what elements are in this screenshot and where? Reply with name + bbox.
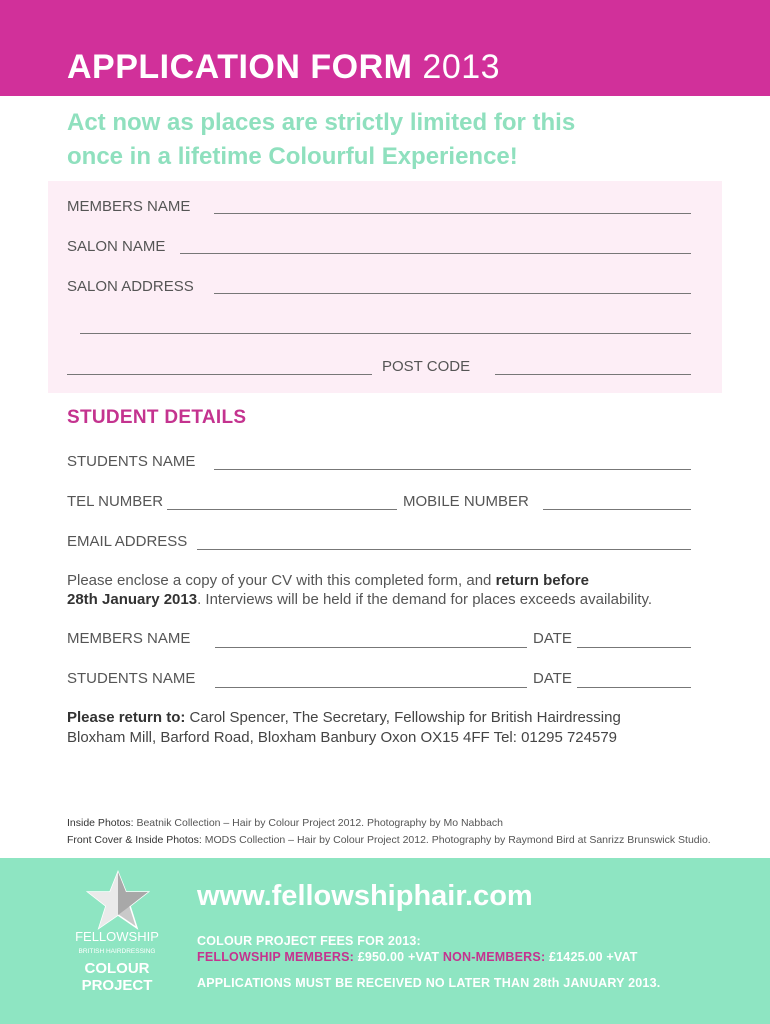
post-code-field[interactable]: [495, 374, 691, 375]
logo-project: PROJECT: [81, 977, 153, 994]
signature-members-name-label: MEMBERS NAME: [67, 630, 191, 647]
logo-fellowship: FELLOWSHIP: [75, 929, 159, 944]
inside-photos-label: Inside Photos:: [67, 817, 134, 829]
inside-photos-credit: [67, 817, 503, 829]
return-label: Please return to:: [67, 709, 186, 726]
nonmembers-fee-value: £1425.00 +VAT: [545, 950, 638, 964]
star-logo-icon: [86, 870, 150, 934]
members-name-label: MEMBERS NAME: [67, 198, 191, 215]
tagline-line-1: Act now as places are strictly limited for this: [67, 109, 576, 136]
cv-instructions: [67, 571, 652, 609]
students-date-label: DATE: [533, 670, 572, 687]
cv-bold-2: 28th January 2013: [67, 591, 198, 608]
salon-address-field-1[interactable]: [214, 293, 691, 294]
return-address: [67, 708, 621, 748]
members-fee-value: £950.00 +VAT: [354, 950, 443, 964]
tagline-line-2: once in a lifetime Colourful Experience!: [67, 143, 518, 170]
front-cover-credit: [67, 834, 711, 846]
signature-members-name-field[interactable]: [215, 647, 527, 648]
cv-text-2: . Interviews will be held if the demand for places exceeds availability.: [197, 591, 653, 608]
salon-address-field-2[interactable]: [80, 333, 691, 334]
return-line-1: Carol Spencer, The Secretary, Fellowship for British Hairdressing: [185, 709, 621, 726]
tagline: [67, 106, 575, 174]
salon-name-field[interactable]: [180, 253, 691, 254]
email-address-field[interactable]: [197, 549, 691, 550]
students-name-label: STUDENTS NAME: [67, 453, 196, 470]
members-fee-label: FELLOWSHIP MEMBERS:: [197, 950, 355, 964]
mobile-number-field[interactable]: [543, 509, 691, 510]
salon-address-label: SALON ADDRESS: [67, 278, 194, 295]
front-cover-label: Front Cover & Inside Photos:: [67, 834, 202, 846]
title-main: APPLICATION FORM: [67, 48, 413, 86]
signature-students-name-field[interactable]: [215, 687, 527, 688]
title-year: 2013: [422, 48, 501, 86]
logo-subtitle: BRITISH HAIRDRESSING: [78, 948, 156, 955]
nonmembers-fee-label: NON-MEMBERS:: [442, 950, 546, 964]
email-address-label: EMAIL ADDRESS: [67, 533, 188, 550]
signature-students-name-label: STUDENTS NAME: [67, 670, 196, 687]
tel-number-label: TEL NUMBER: [67, 493, 164, 510]
cv-text-1: Please enclose a copy of your CV with this completed form, and: [67, 572, 496, 589]
website-link[interactable]: www.fellowshiphair.com: [197, 880, 533, 912]
post-code-label: POST CODE: [382, 358, 471, 375]
salon-address-field-3[interactable]: [67, 374, 372, 375]
salon-name-label: SALON NAME: [67, 238, 166, 255]
student-details-title: STUDENT DETAILS: [67, 407, 247, 428]
return-line-2: Bloxham Mill, Barford Road, Bloxham Banbury Oxon OX15 4FF Tel: 01295 724579: [67, 729, 618, 746]
members-date-label: DATE: [533, 630, 572, 647]
cv-bold-1: return before: [495, 572, 589, 589]
fees-line: [197, 950, 638, 964]
students-name-field[interactable]: [214, 469, 691, 470]
members-name-field[interactable]: [214, 213, 691, 214]
tel-number-field[interactable]: [167, 509, 397, 510]
fees-heading: COLOUR PROJECT FEES FOR 2013:: [197, 934, 421, 948]
logo-colour: COLOUR: [84, 960, 150, 977]
members-date-field[interactable]: [577, 647, 691, 648]
students-date-field[interactable]: [577, 687, 691, 688]
inside-photos-text: Beatnik Collection – Hair by Colour Project 2012. Photography by Mo Nabbach: [133, 817, 504, 829]
page-title: [67, 48, 500, 87]
front-cover-text: MODS Collection – Hair by Colour Project 2012. Photography by Raymond Bird at Sanrizz Brunswick Studio.: [201, 834, 711, 846]
deadline-notice: APPLICATIONS MUST BE RECEIVED NO LATER THAN 28th JANUARY 2013.: [197, 976, 661, 990]
mobile-number-label: MOBILE NUMBER: [403, 493, 529, 510]
